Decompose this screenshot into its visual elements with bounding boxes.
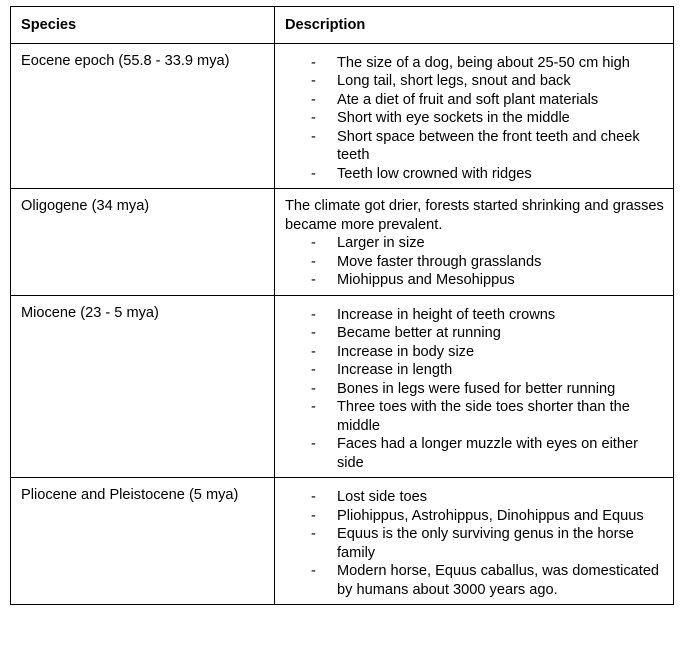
table-row (11, 189, 674, 296)
list-item: - Move faster through grasslands (311, 253, 664, 272)
species-cell: Oligogene (34 mya) (11, 189, 275, 296)
list-item: - Lost side toes (311, 488, 664, 507)
list-item: - Short with eye sockets in the middle (311, 109, 664, 128)
list-item: - Pliohippus, Astrohippus, Dinohippus and Equus (311, 507, 664, 526)
list-item: - Ate a diet of fruit and soft plant materials (311, 91, 664, 110)
header-row (11, 7, 674, 44)
species-cell: Eocene epoch (55.8 - 33.9 mya) (11, 43, 275, 189)
description-intro: The climate got drier, forests started shrinking and grasses became more prevalent. (285, 198, 664, 233)
description-cell (275, 478, 674, 605)
description-list (285, 488, 664, 599)
table-row (11, 478, 674, 605)
list-item: - Increase in length (311, 361, 664, 380)
description-cell (275, 189, 674, 296)
list-item: - Modern horse, Equus caballus, was domesticated by humans about 3000 years ago. (311, 562, 664, 599)
list-item: - Became better at running (311, 324, 664, 343)
description-list (285, 306, 664, 473)
description-list (285, 54, 664, 184)
list-item: - Long tail, short legs, snout and back (311, 72, 664, 91)
description-cell (275, 295, 674, 478)
list-item: - The size of a dog, being about 25-50 cm high (311, 54, 664, 73)
species-cell: Miocene (23 - 5 mya) (11, 295, 275, 478)
list-item: - Equus is the only surviving genus in the horse family (311, 525, 664, 562)
header-description: Description (275, 7, 674, 44)
table-row (11, 295, 674, 478)
description-cell (275, 43, 674, 189)
list-item: - Faces had a longer muzzle with eyes on either side (311, 435, 664, 472)
list-item: - Teeth low crowned with ridges (311, 165, 664, 184)
list-item: - Bones in legs were fused for better running (311, 380, 664, 399)
header-species: Species (11, 7, 275, 44)
list-item: - Three toes with the side toes shorter than the middle (311, 398, 664, 435)
description-list (285, 234, 664, 290)
list-item: - Short space between the front teeth and cheek teeth (311, 128, 664, 165)
list-item: - Increase in body size (311, 343, 664, 362)
species-cell: Pliocene and Pleistocene (5 mya) (11, 478, 275, 605)
list-item: - Miohippus and Mesohippus (311, 271, 664, 290)
list-item: - Larger in size (311, 234, 664, 253)
list-item: - Increase in height of teeth crowns (311, 306, 664, 325)
table-row (11, 43, 674, 189)
species-table (10, 6, 674, 605)
